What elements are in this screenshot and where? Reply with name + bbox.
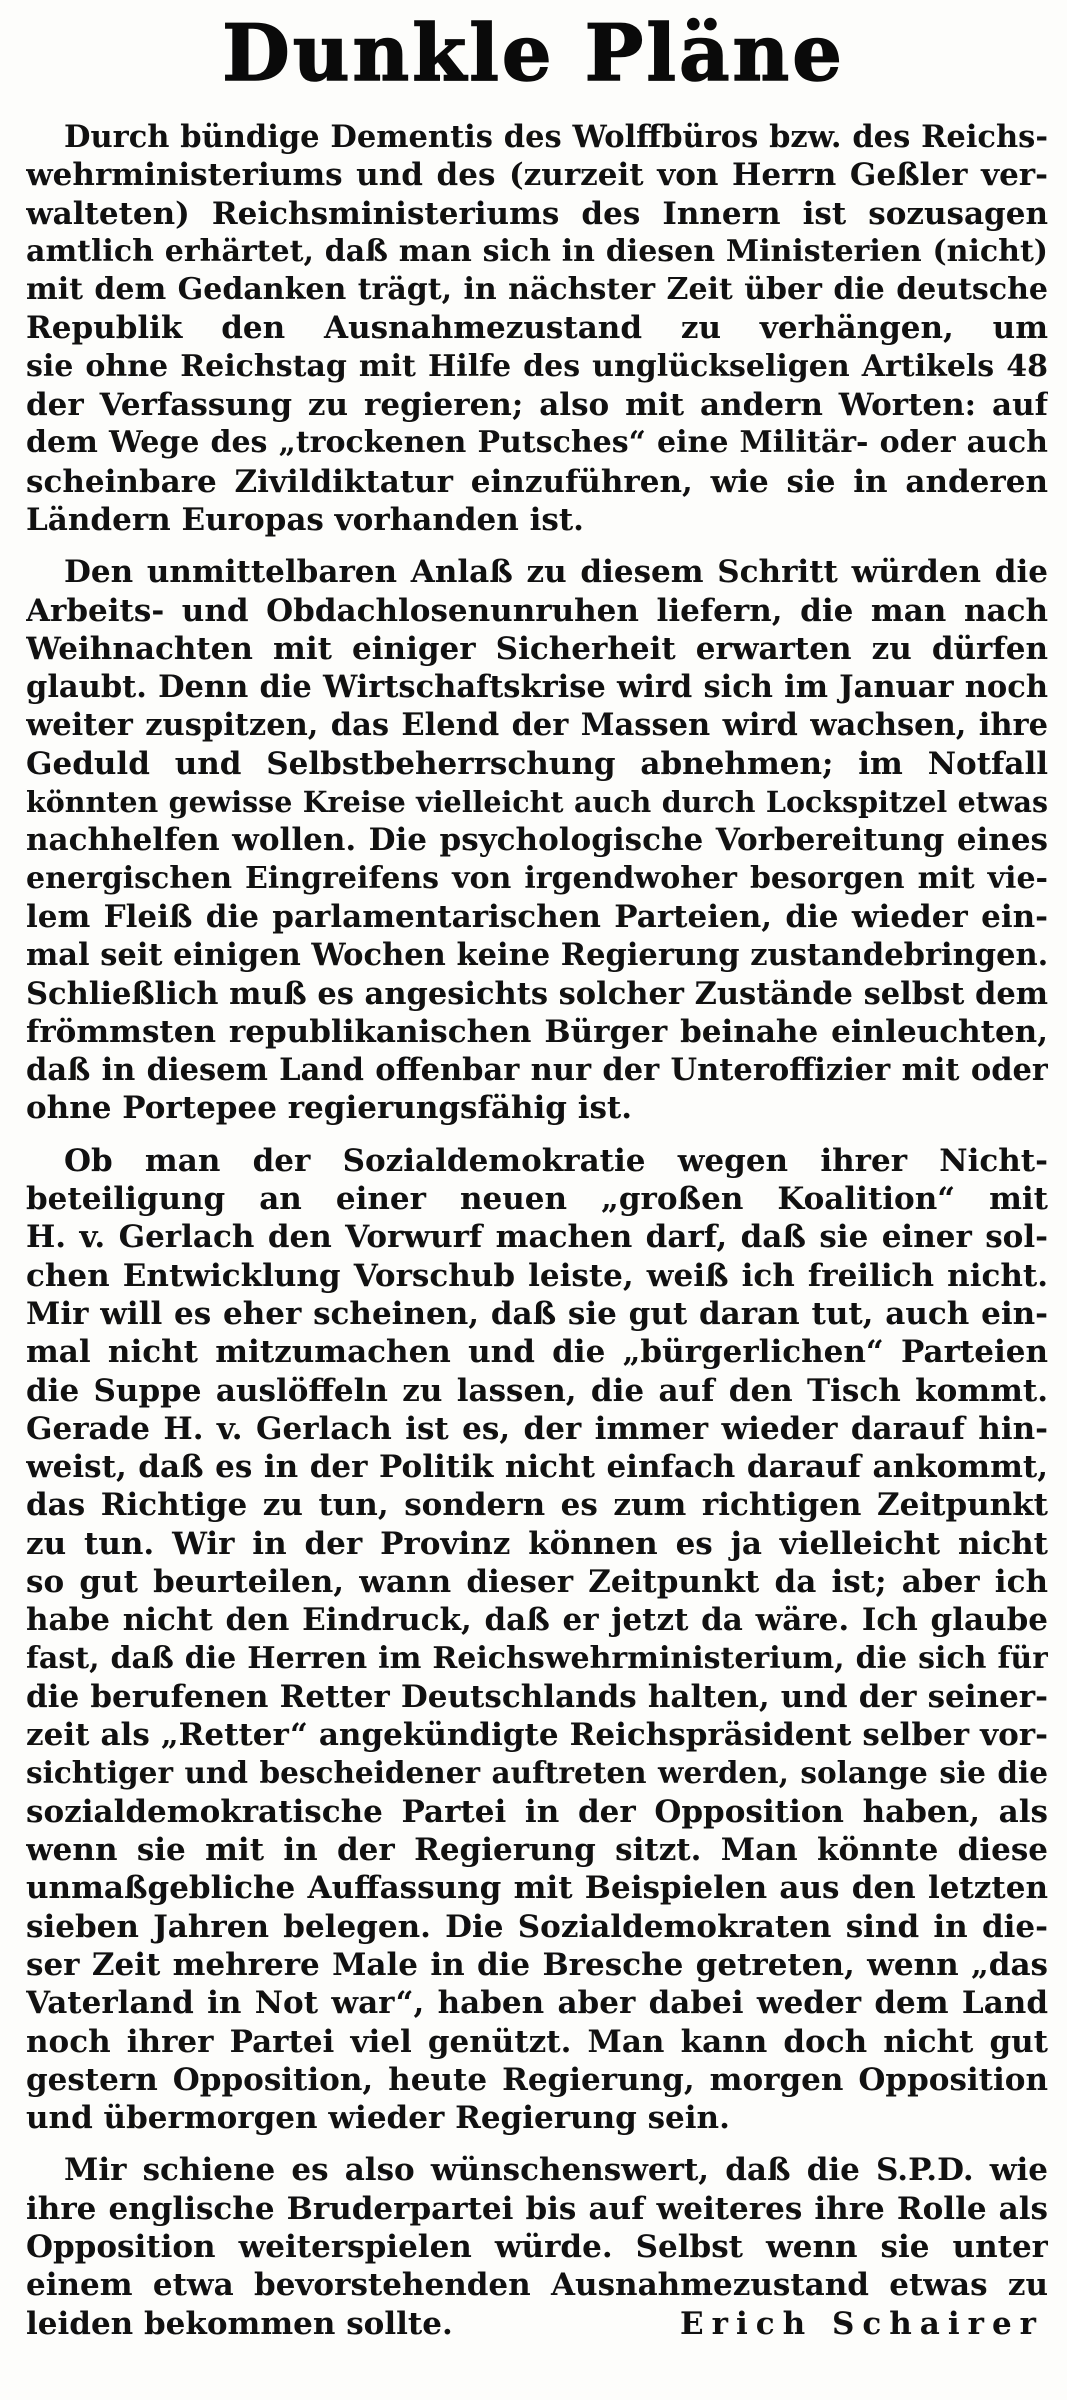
text-line: Den unmittelbaren Anlaß zu diesem Schritt würden die — [64, 554, 1048, 591]
text-line: Durch bündige Dementis des Wolffbüros bzw. des Reichs- — [64, 119, 1048, 155]
text-line: mit dem Gedanken trägt, in nächster Zeit über die deutsche — [26, 272, 1048, 308]
text-line: sieben Jahren belegen. Die Sozialdemokraten sind in die- — [26, 1908, 1048, 1945]
paragraph-gap — [26, 1128, 1048, 1142]
text-line: wenn sie mit in der Regierung sitzt. Man könnte diese — [26, 1832, 1048, 1869]
author-signature: Erich Schairer — [680, 2305, 1044, 2342]
text-line: sie ohne Reichstag mit Hilfe des unglückseligen Artikels 48 — [26, 348, 1048, 384]
text-line: Republik den Ausnahmezustand zu verhängen, um — [26, 310, 1048, 347]
text-line: mal nicht mitzumachen und die „bürgerlichen“ Parteien — [26, 1334, 1048, 1371]
text-line: Gerade H. v. Gerlach ist es, der immer wieder darauf hin- — [26, 1410, 1048, 1447]
text-line: habe nicht den Eindruck, daß er jetzt da wäre. Ich glaube — [26, 1602, 1048, 1639]
text-line: Mir will es eher scheinen, daß sie gut daran tut, auch ein- — [26, 1295, 1048, 1332]
text-line: sozialdemokratische Partei in der Opposition haben, als — [26, 1793, 1048, 1830]
paragraph — [26, 553, 1048, 1127]
text-line: amtlich erhärtet, daß man sich in diesen Ministerien (nicht) — [26, 233, 1048, 269]
text-line: frömmsten republikanischen Bürger beinahe einleuchten, — [26, 1013, 1048, 1050]
text-line: ser Zeit mehrere Male in die Bresche getreten, wenn „das — [26, 1946, 1048, 1983]
text-line: Mir schiene es also wünschenswert, daß die S.P.D. wie — [64, 2152, 1048, 2189]
paragraph — [26, 1142, 1048, 2138]
text-line: unmaßgebliche Auffassung mit Beispielen aus den letzten — [26, 1870, 1048, 1907]
text-line: Opposition weiterspielen würde. Selbst wenn sie unter — [26, 2229, 1048, 2266]
text-line: ohne Portepee regierungsfähig ist. — [26, 1090, 633, 1127]
paragraph-gap — [26, 2137, 1048, 2151]
text-line: dem Wege des „trockenen Putsches“ eine Militär- oder auch — [26, 425, 1048, 461]
text-line: zu tun. Wir in der Provinz können es ja vielleicht nicht — [26, 1525, 1048, 1562]
text-line: so gut beurteilen, wann dieser Zeitpunkt da ist; aber ich — [26, 1563, 1048, 1600]
text-line: noch ihrer Partei viel genützt. Man kann doch nicht gut — [26, 2023, 1048, 2060]
text-line: die Suppe auslöffeln zu lassen, die auf den Tisch kommt. — [26, 1372, 1048, 1409]
paragraph-gap — [26, 539, 1048, 553]
text-line: lem Fleiß die parlamentarischen Parteien, die wieder ein- — [26, 898, 1048, 935]
closing-line — [26, 2305, 1048, 2343]
text-line: Ob man der Sozialdemokratie wegen ihrer Nicht- — [64, 1142, 1048, 1179]
text-line: und übermorgen wieder Regierung sein. — [26, 2100, 730, 2137]
article-body — [26, 118, 1048, 2343]
text-line: Schließlich muß es angesichts solcher Zustände selbst dem — [26, 975, 1048, 1012]
text-line: der Verfassung zu regieren; also mit andern Worten: auf — [26, 387, 1048, 424]
text-line: Geduld und Selbstbeherrschung abnehmen; im Notfall — [26, 745, 1048, 782]
text-line: weiter zuspitzen, das Elend der Massen wird wachsen, ihre — [26, 707, 1048, 744]
text-line: nachhelfen wollen. Die psychologische Vorbereitung eines — [26, 822, 1048, 859]
text-line: H. v. Gerlach den Vorwurf machen darf, daß sie einer sol- — [26, 1219, 1048, 1256]
paragraph — [26, 118, 1048, 539]
text-line: mal seit einigen Wochen keine Regierung zustandebringen. — [26, 937, 1048, 974]
text-line: glaubt. Denn die Wirtschaftskrise wird sich im Januar noch — [26, 669, 1048, 706]
text-line: einem etwa bevorstehenden Ausnahmezustand etwas zu — [26, 2267, 1048, 2304]
text-line: walteten) Reichsministeriums des Innern ist sozusagen — [26, 195, 1048, 232]
text-line: die berufenen Retter Deutschlands halten, und der seiner- — [26, 1678, 1048, 1715]
article-title: Dunkle Pläne — [222, 8, 845, 99]
text-line: chen Entwicklung Vorschub leiste, weiß ich freilich nicht. — [26, 1257, 1048, 1294]
text-line: energischen Eingreifens von irgendwoher besorgen mit vie- — [26, 860, 1048, 896]
text-line: fast, daß die Herren im Reichswehrministerium, die sich für — [26, 1640, 1048, 1676]
paragraph — [26, 2151, 1048, 2342]
text-line: scheinbare Zivildiktatur einzuführen, wie sie in anderen — [26, 463, 1048, 500]
text-line: könnten gewisse Kreise vielleicht auch durch Lockspitzel etwas — [26, 785, 1048, 820]
text-line: Weihnachten mit einiger Sicherheit erwarten zu dürfen — [26, 630, 1048, 667]
text-line: leiden bekommen sollte. — [26, 2305, 453, 2342]
text-line: Vaterland in Not war“, haben aber dabei weder dem Land — [26, 1985, 1048, 2022]
text-line: sichtiger und bescheidener auftreten werden, solange sie die — [26, 1755, 1048, 1791]
text-line: wehrministeriums und des (zurzeit von Herrn Geßler ver- — [26, 157, 1048, 194]
text-line: Arbeits- und Obdachlosenunruhen liefern, die man nach — [26, 592, 1048, 629]
text-line: weist, daß es in der Politik nicht einfach darauf ankommt, — [26, 1449, 1048, 1486]
text-line: gestern Opposition, heute Regierung, morgen Opposition — [26, 2061, 1048, 2098]
text-line: beteiligung an einer neuen „großen Koalition“ mit — [26, 1181, 1048, 1218]
text-line: Ländern Europas vorhanden ist. — [26, 501, 584, 538]
text-line: ihre englische Bruderpartei bis auf weiteres ihre Rolle als — [26, 2190, 1048, 2227]
text-line: das Richtige zu tun, sondern es zum richtigen Zeitpunkt — [26, 1487, 1048, 1524]
text-line: daß in diesem Land offenbar nur der Unteroffizier mit oder — [26, 1052, 1048, 1089]
text-line: zeit als „Retter“ angekündigte Reichspräsident selber vor- — [26, 1717, 1048, 1754]
